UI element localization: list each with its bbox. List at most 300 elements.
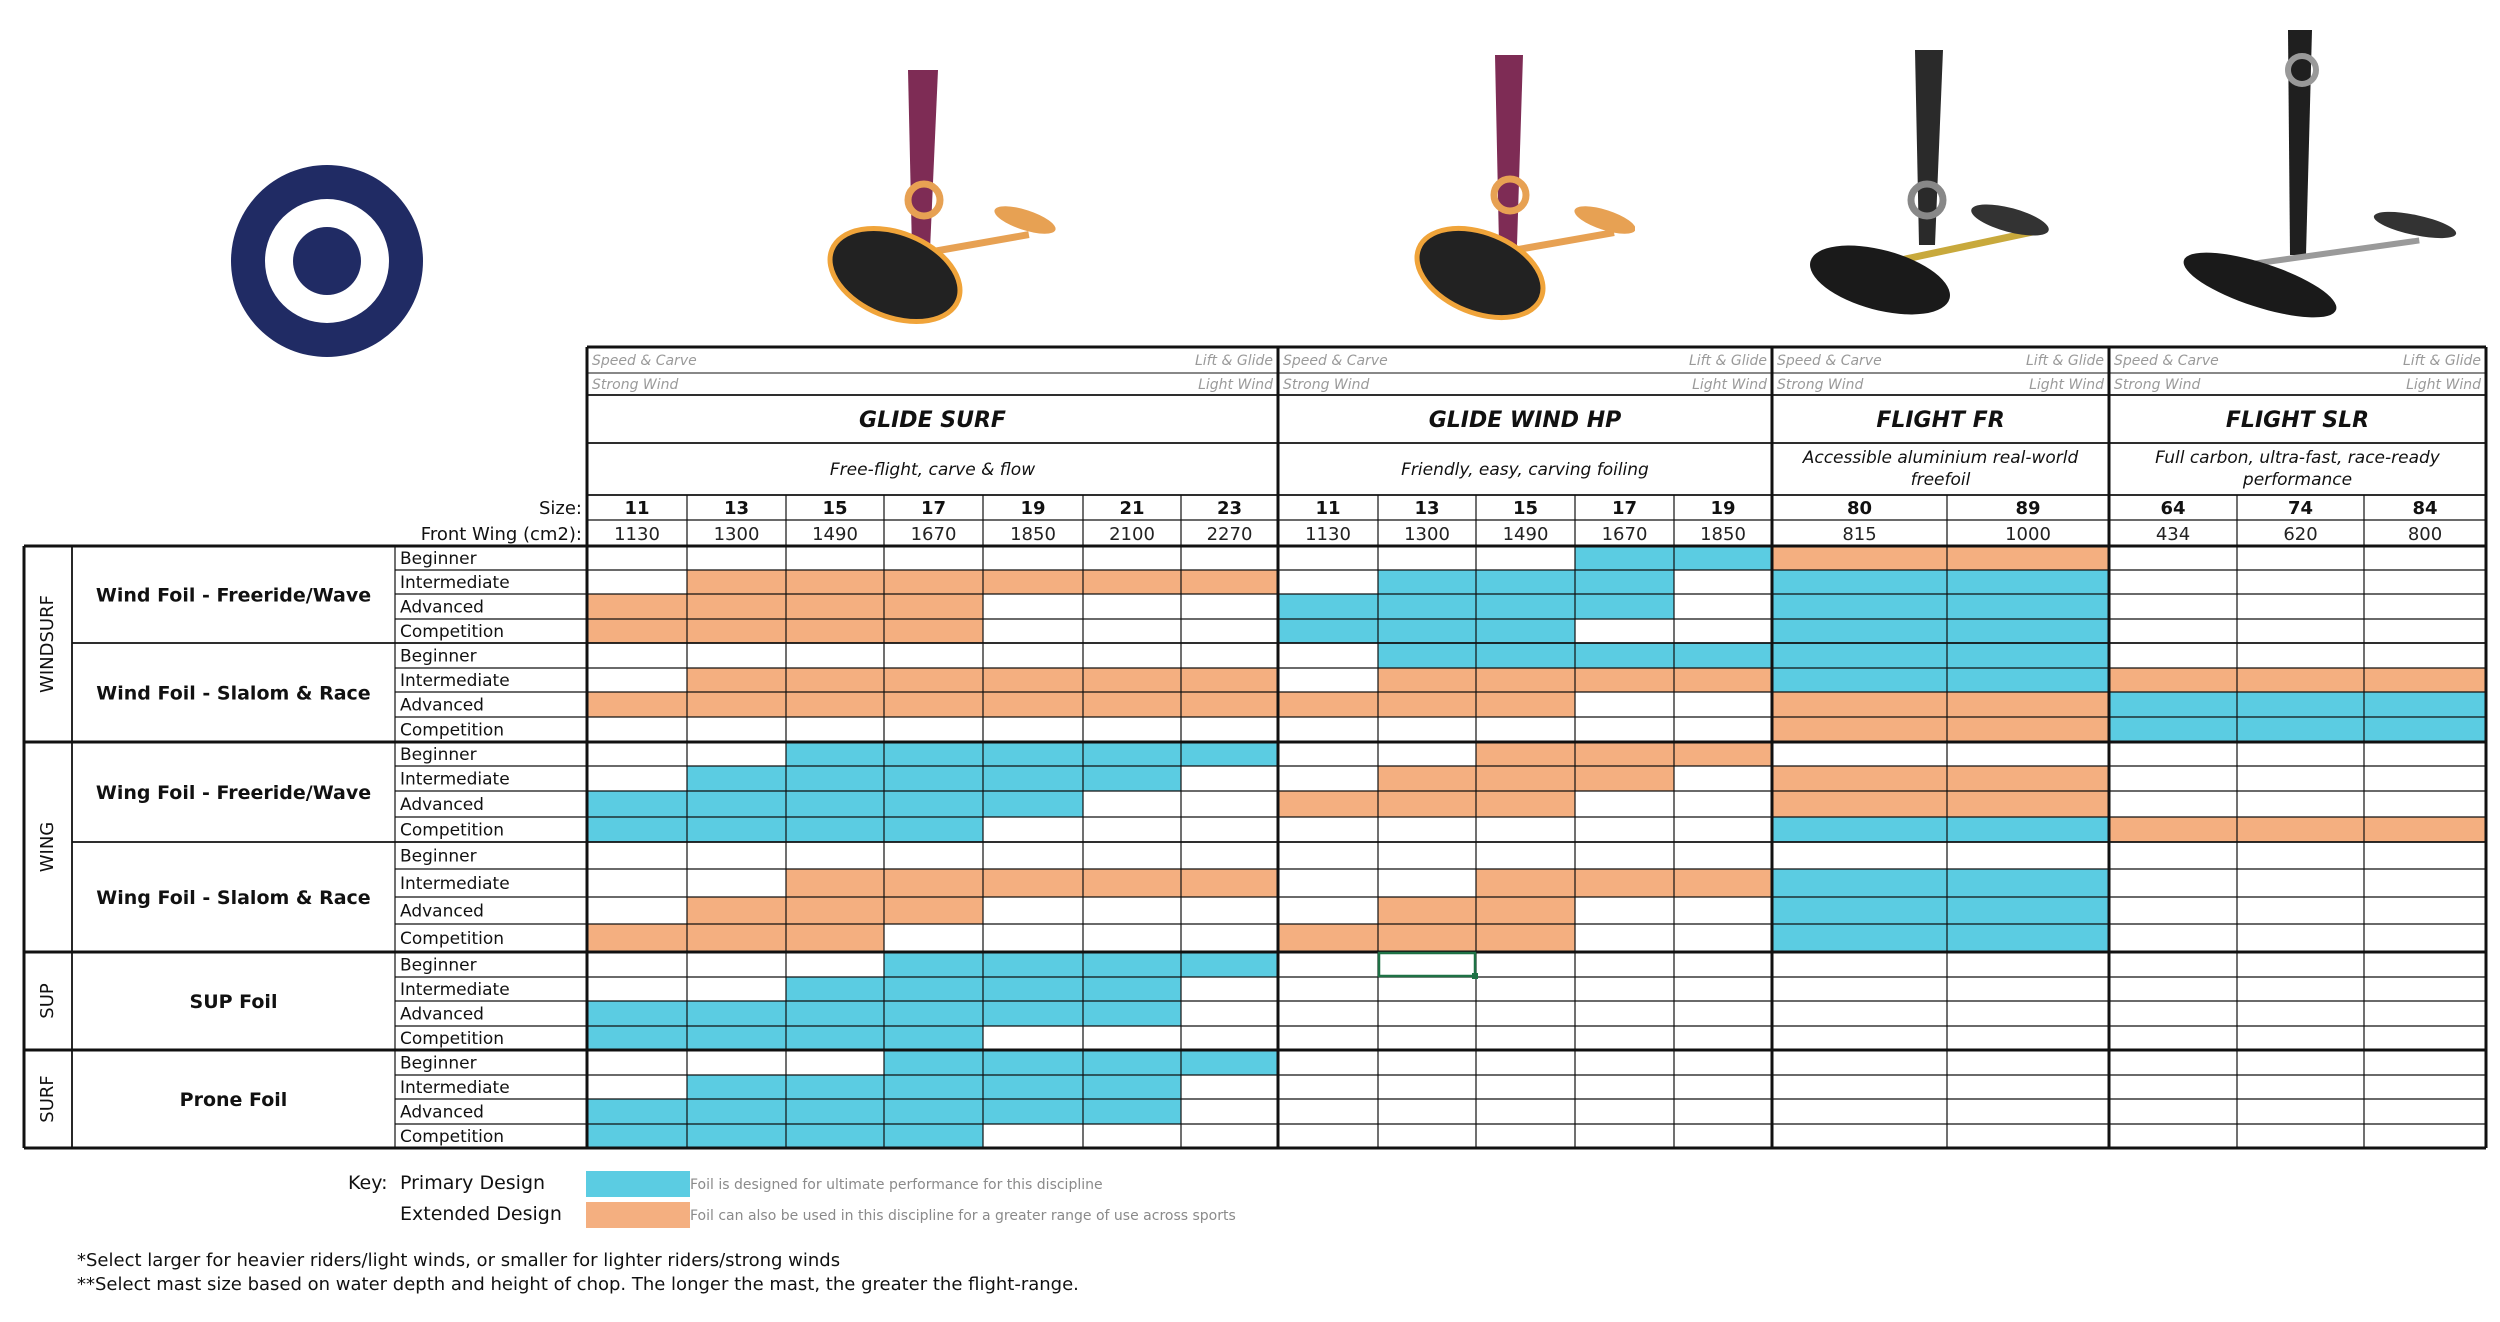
cell-wind-foil-slalom-race-beginner-glide-surf-13 (687, 643, 786, 668)
cell-prone-foil-intermediate-glide-wind-hp-13 (1378, 1075, 1476, 1099)
cell-prone-foil-competition-flight-slr-64 (2109, 1124, 2237, 1148)
cell-wing-foil-freeride-wave-beginner-flight-slr-64 (2109, 742, 2237, 766)
cell-sup-foil-beginner-glide-wind-hp-15 (1476, 952, 1575, 977)
cell-prone-foil-intermediate-glide-surf-11 (587, 1075, 687, 1099)
cell-prone-foil-intermediate-glide-surf-13 (687, 1075, 786, 1099)
level-label-beginner: Beginner (400, 955, 477, 976)
level-label-advanced: Advanced (400, 597, 484, 618)
level-label-intermediate: Intermediate (400, 874, 510, 894)
cell-wing-foil-freeride-wave-advanced-glide-wind-hp-19 (1674, 791, 1772, 817)
cell-wind-foil-slalom-race-intermediate-glide-surf-13 (687, 668, 786, 692)
glide-surf-front-wing-2270: 2270 (1206, 524, 1253, 545)
cell-wind-foil-freeride-wave-advanced-glide-surf-21 (1083, 594, 1181, 619)
cell-wing-foil-slalom-race-competition-glide-wind-hp-19 (1674, 924, 1772, 952)
cell-wing-foil-freeride-wave-advanced-glide-surf-13 (687, 791, 786, 817)
cell-wing-foil-slalom-race-competition-glide-wind-hp-17 (1575, 924, 1674, 952)
cell-wind-foil-freeride-wave-competition-glide-wind-hp-19 (1674, 619, 1772, 643)
glide-surf-front-wing-2100: 2100 (1109, 524, 1155, 545)
cell-prone-foil-advanced-glide-wind-hp-15 (1476, 1099, 1575, 1124)
cell-wind-foil-freeride-wave-intermediate-glide-surf-11 (587, 570, 687, 594)
cell-wind-foil-freeride-wave-competition-glide-wind-hp-15 (1476, 619, 1575, 643)
cell-wind-foil-slalom-race-intermediate-glide-surf-21 (1083, 668, 1181, 692)
cell-wing-foil-freeride-wave-advanced-glide-wind-hp-17 (1575, 791, 1674, 817)
discipline-label-wing-foil-slalom-race: Wing Foil - Slalom & Race (96, 887, 371, 909)
discipline-label-prone-foil: Prone Foil (179, 1089, 288, 1111)
cell-wing-foil-slalom-race-intermediate-glide-surf-11 (587, 869, 687, 897)
cell-prone-foil-intermediate-glide-surf-19 (983, 1075, 1083, 1099)
cell-wing-foil-slalom-race-beginner-glide-surf-15 (786, 842, 884, 869)
cell-sup-foil-competition-flight-slr-74 (2237, 1026, 2364, 1050)
cell-prone-foil-advanced-flight-slr-64 (2109, 1099, 2237, 1124)
cell-wing-foil-freeride-wave-intermediate-glide-surf-15 (786, 766, 884, 791)
cell-wind-foil-slalom-race-advanced-glide-surf-17 (884, 692, 983, 717)
cell-wind-foil-slalom-race-competition-glide-wind-hp-15 (1476, 717, 1575, 742)
glide-wind-hp-size-17: 17 (1611, 498, 1638, 519)
cell-wing-foil-freeride-wave-intermediate-glide-wind-hp-11 (1278, 766, 1378, 791)
flight-slr-size-84: 84 (2412, 498, 2438, 519)
cell-wing-foil-freeride-wave-advanced-flight-fr-89 (1947, 791, 2109, 817)
cell-wing-foil-freeride-wave-competition-glide-surf-15 (786, 817, 884, 842)
cell-wind-foil-slalom-race-beginner-glide-surf-23 (1181, 643, 1278, 668)
glide-surf-front-wing-1300: 1300 (713, 524, 760, 545)
cell-wind-foil-freeride-wave-competition-flight-fr-80 (1772, 619, 1947, 643)
cell-wind-foil-slalom-race-advanced-glide-wind-hp-15 (1476, 692, 1575, 717)
level-label-advanced: Advanced (400, 695, 484, 716)
cell-sup-foil-competition-glide-surf-23 (1181, 1026, 1278, 1050)
cell-prone-foil-intermediate-glide-surf-17 (884, 1075, 983, 1099)
cell-sup-foil-competition-glide-surf-15 (786, 1026, 884, 1050)
cell-wind-foil-slalom-race-competition-glide-wind-hp-17 (1575, 717, 1674, 742)
cell-prone-foil-competition-glide-surf-13 (687, 1124, 786, 1148)
cell-wing-foil-freeride-wave-intermediate-flight-slr-64 (2109, 766, 2237, 791)
cell-prone-foil-advanced-glide-wind-hp-17 (1575, 1099, 1674, 1124)
cell-wing-foil-freeride-wave-intermediate-glide-surf-13 (687, 766, 786, 791)
flight-fr-axis-right-bottom: Light Wind (2029, 377, 2104, 393)
cell-sup-foil-competition-glide-wind-hp-15 (1476, 1026, 1575, 1050)
cell-prone-foil-beginner-glide-surf-21 (1083, 1050, 1181, 1075)
glide-wind-hp-name: GLIDE WIND HP (1428, 408, 1622, 433)
cell-wing-foil-slalom-race-competition-flight-slr-64 (2109, 924, 2237, 952)
cell-wind-foil-slalom-race-beginner-glide-surf-17 (884, 643, 983, 668)
cell-wind-foil-slalom-race-advanced-glide-surf-19 (983, 692, 1083, 717)
cell-sup-foil-intermediate-glide-wind-hp-17 (1575, 977, 1674, 1001)
cell-sup-foil-intermediate-flight-slr-64 (2109, 977, 2237, 1001)
cell-wing-foil-freeride-wave-beginner-glide-wind-hp-17 (1575, 742, 1674, 766)
cell-wind-foil-freeride-wave-intermediate-glide-surf-17 (884, 570, 983, 594)
cell-prone-foil-advanced-glide-surf-19 (983, 1099, 1083, 1124)
cell-wind-foil-freeride-wave-advanced-glide-wind-hp-15 (1476, 594, 1575, 619)
cell-prone-foil-intermediate-flight-fr-80 (1772, 1075, 1947, 1099)
cell-wind-foil-slalom-race-beginner-flight-slr-84 (2364, 643, 2486, 668)
cell-sup-foil-competition-flight-slr-64 (2109, 1026, 2237, 1050)
flight-slr-size-64: 64 (2160, 498, 2186, 519)
cell-wing-foil-freeride-wave-intermediate-glide-surf-19 (983, 766, 1083, 791)
level-label-advanced: Advanced (400, 1004, 484, 1025)
cell-wind-foil-slalom-race-advanced-glide-wind-hp-17 (1575, 692, 1674, 717)
primary-design-note: Foil is designed for ultimate performance for this discipline (690, 1177, 1103, 1193)
cell-sup-foil-beginner-glide-wind-hp-13 (1378, 952, 1476, 977)
cell-prone-foil-intermediate-glide-wind-hp-19 (1674, 1075, 1772, 1099)
cell-wind-foil-slalom-race-competition-glide-surf-15 (786, 717, 884, 742)
extended-design-label: Extended Design (400, 1203, 562, 1225)
level-label-intermediate: Intermediate (400, 769, 510, 790)
cell-wind-foil-slalom-race-intermediate-glide-wind-hp-15 (1476, 668, 1575, 692)
cell-sup-foil-competition-glide-wind-hp-17 (1575, 1026, 1674, 1050)
cell-wind-foil-slalom-race-competition-glide-surf-11 (587, 717, 687, 742)
cell-wind-foil-slalom-race-intermediate-glide-wind-hp-11 (1278, 668, 1378, 692)
glide-surf-name: GLIDE SURF (859, 408, 1006, 433)
cell-wing-foil-slalom-race-advanced-glide-surf-15 (786, 897, 884, 924)
cell-wing-foil-slalom-race-beginner-glide-wind-hp-15 (1476, 842, 1575, 869)
cell-wing-foil-freeride-wave-competition-flight-fr-89 (1947, 817, 2109, 842)
cell-wind-foil-freeride-wave-competition-glide-surf-21 (1083, 619, 1181, 643)
cell-prone-foil-advanced-flight-fr-89 (1947, 1099, 2109, 1124)
cell-wing-foil-slalom-race-intermediate-glide-wind-hp-19 (1674, 869, 1772, 897)
cell-wing-foil-slalom-race-beginner-glide-wind-hp-13 (1378, 842, 1476, 869)
cell-wind-foil-freeride-wave-beginner-glide-surf-13 (687, 546, 786, 570)
cell-wind-foil-freeride-wave-competition-glide-surf-17 (884, 619, 983, 643)
cell-wing-foil-slalom-race-intermediate-glide-surf-13 (687, 869, 786, 897)
cell-sup-foil-intermediate-glide-wind-hp-13 (1378, 977, 1476, 1001)
cell-sup-foil-competition-flight-fr-80 (1772, 1026, 1947, 1050)
cell-wing-foil-freeride-wave-beginner-glide-surf-23 (1181, 742, 1278, 766)
cell-wind-foil-freeride-wave-advanced-glide-surf-11 (587, 594, 687, 619)
cell-sup-foil-competition-glide-surf-13 (687, 1026, 786, 1050)
cell-wind-foil-slalom-race-advanced-glide-wind-hp-19 (1674, 692, 1772, 717)
cell-wind-foil-freeride-wave-beginner-flight-fr-80 (1772, 546, 1947, 570)
flight-fr-size-89: 89 (2015, 498, 2041, 519)
cell-wing-foil-slalom-race-advanced-glide-surf-19 (983, 897, 1083, 924)
cell-sup-foil-advanced-glide-wind-hp-11 (1278, 1001, 1378, 1026)
cell-wing-foil-slalom-race-intermediate-flight-slr-84 (2364, 869, 2486, 897)
cell-wind-foil-freeride-wave-intermediate-flight-fr-80 (1772, 570, 1947, 594)
cell-wind-foil-freeride-wave-beginner-glide-surf-17 (884, 546, 983, 570)
cell-wing-foil-slalom-race-advanced-glide-wind-hp-17 (1575, 897, 1674, 924)
cell-prone-foil-advanced-glide-surf-11 (587, 1099, 687, 1124)
cell-sup-foil-intermediate-glide-surf-21 (1083, 977, 1181, 1001)
cell-wind-foil-slalom-race-competition-glide-surf-13 (687, 717, 786, 742)
cell-wind-foil-slalom-race-beginner-flight-fr-80 (1772, 643, 1947, 668)
cell-prone-foil-intermediate-flight-fr-89 (1947, 1075, 2109, 1099)
cell-wind-foil-freeride-wave-advanced-glide-surf-17 (884, 594, 983, 619)
cell-wind-foil-freeride-wave-intermediate-flight-slr-64 (2109, 570, 2237, 594)
cell-wind-foil-freeride-wave-competition-glide-wind-hp-13 (1378, 619, 1476, 643)
cell-wind-foil-slalom-race-intermediate-glide-surf-17 (884, 668, 983, 692)
cell-prone-foil-intermediate-flight-slr-84 (2364, 1075, 2486, 1099)
cell-wing-foil-slalom-race-advanced-glide-surf-17 (884, 897, 983, 924)
cell-wing-foil-slalom-race-competition-glide-surf-15 (786, 924, 884, 952)
cell-wind-foil-slalom-race-advanced-flight-fr-80 (1772, 692, 1947, 717)
cell-wind-foil-slalom-race-advanced-glide-wind-hp-11 (1278, 692, 1378, 717)
level-label-intermediate: Intermediate (400, 573, 510, 593)
cell-wind-foil-freeride-wave-intermediate-glide-wind-hp-19 (1674, 570, 1772, 594)
cell-wind-foil-freeride-wave-intermediate-glide-surf-23 (1181, 570, 1278, 594)
cell-wind-foil-freeride-wave-competition-glide-surf-19 (983, 619, 1083, 643)
cell-prone-foil-competition-glide-wind-hp-19 (1674, 1124, 1772, 1148)
cell-wing-foil-slalom-race-beginner-glide-surf-11 (587, 842, 687, 869)
cell-wing-foil-freeride-wave-intermediate-glide-wind-hp-17 (1575, 766, 1674, 791)
cell-wing-foil-freeride-wave-competition-glide-wind-hp-11 (1278, 817, 1378, 842)
cell-wind-foil-freeride-wave-competition-glide-surf-13 (687, 619, 786, 643)
cell-wing-foil-slalom-race-intermediate-glide-surf-21 (1083, 869, 1181, 897)
cell-prone-foil-competition-glide-wind-hp-17 (1575, 1124, 1674, 1148)
cell-wing-foil-slalom-race-intermediate-glide-surf-15 (786, 869, 884, 897)
cell-prone-foil-intermediate-glide-surf-23 (1181, 1075, 1278, 1099)
cell-prone-foil-advanced-flight-slr-84 (2364, 1099, 2486, 1124)
flight-slr-axis-right-bottom: Light Wind (2406, 377, 2481, 393)
flight-fr-front-wing-1000: 1000 (2005, 524, 2051, 545)
cell-sup-foil-intermediate-glide-wind-hp-15 (1476, 977, 1575, 1001)
sport-label-surf: SURF (37, 1075, 58, 1123)
cell-wing-foil-slalom-race-intermediate-glide-wind-hp-17 (1575, 869, 1674, 897)
cell-sup-foil-advanced-glide-surf-23 (1181, 1001, 1278, 1026)
sport-label-sup: SUP (37, 983, 58, 1019)
glide-wind-hp-axis-left-top: Speed & Carve (1283, 353, 1388, 369)
cell-prone-foil-advanced-glide-wind-hp-13 (1378, 1099, 1476, 1124)
cell-wing-foil-freeride-wave-beginner-glide-surf-19 (983, 742, 1083, 766)
cell-wind-foil-freeride-wave-beginner-flight-slr-64 (2109, 546, 2237, 570)
cell-prone-foil-beginner-flight-slr-74 (2237, 1050, 2364, 1075)
cell-wing-foil-freeride-wave-competition-glide-wind-hp-15 (1476, 817, 1575, 842)
cell-prone-foil-competition-glide-wind-hp-11 (1278, 1124, 1378, 1148)
cell-wind-foil-slalom-race-advanced-flight-slr-64 (2109, 692, 2237, 717)
selected-cell-handle (1472, 973, 1478, 979)
cell-wind-foil-slalom-race-competition-flight-fr-89 (1947, 717, 2109, 742)
cell-prone-foil-competition-glide-surf-21 (1083, 1124, 1181, 1148)
cell-wind-foil-freeride-wave-advanced-glide-surf-19 (983, 594, 1083, 619)
glide-wind-hp-front-wing-1670: 1670 (1601, 524, 1648, 545)
cell-prone-foil-beginner-glide-surf-23 (1181, 1050, 1278, 1075)
cell-wing-foil-slalom-race-advanced-flight-slr-74 (2237, 897, 2364, 924)
cell-wing-foil-freeride-wave-intermediate-glide-surf-17 (884, 766, 983, 791)
cell-wing-foil-slalom-race-beginner-flight-fr-80 (1772, 842, 1947, 869)
cell-sup-foil-beginner-glide-surf-19 (983, 952, 1083, 977)
cell-wind-foil-slalom-race-intermediate-glide-wind-hp-19 (1674, 668, 1772, 692)
cell-wind-foil-freeride-wave-beginner-glide-surf-11 (587, 546, 687, 570)
cell-prone-foil-beginner-glide-surf-17 (884, 1050, 983, 1075)
cell-wind-foil-freeride-wave-beginner-flight-fr-89 (1947, 546, 2109, 570)
glide-wind-hp-size-13: 13 (1414, 498, 1440, 519)
cell-wing-foil-freeride-wave-intermediate-glide-wind-hp-15 (1476, 766, 1575, 791)
cell-wing-foil-slalom-race-intermediate-glide-wind-hp-11 (1278, 869, 1378, 897)
cell-wing-foil-freeride-wave-intermediate-glide-surf-11 (587, 766, 687, 791)
cell-wind-foil-slalom-race-intermediate-glide-surf-15 (786, 668, 884, 692)
cell-wind-foil-slalom-race-competition-glide-surf-21 (1083, 717, 1181, 742)
cell-wing-foil-freeride-wave-intermediate-glide-wind-hp-19 (1674, 766, 1772, 791)
cell-wing-foil-freeride-wave-beginner-flight-slr-74 (2237, 742, 2364, 766)
cell-prone-foil-advanced-glide-wind-hp-19 (1674, 1099, 1772, 1124)
cell-sup-foil-competition-glide-surf-21 (1083, 1026, 1181, 1050)
glide-surf-axis-left-top: Speed & Carve (592, 353, 697, 369)
cell-wind-foil-slalom-race-beginner-glide-wind-hp-19 (1674, 643, 1772, 668)
cell-prone-foil-beginner-glide-surf-15 (786, 1050, 884, 1075)
cell-wind-foil-freeride-wave-beginner-glide-surf-23 (1181, 546, 1278, 570)
glide-surf-front-wing-1850: 1850 (1010, 524, 1056, 545)
cell-sup-foil-competition-glide-surf-11 (587, 1026, 687, 1050)
cell-prone-foil-advanced-glide-wind-hp-11 (1278, 1099, 1378, 1124)
cell-wind-foil-slalom-race-competition-glide-surf-19 (983, 717, 1083, 742)
cell-wind-foil-freeride-wave-beginner-glide-wind-hp-17 (1575, 546, 1674, 570)
primary-design-label: Primary Design (400, 1172, 546, 1194)
cell-wing-foil-freeride-wave-advanced-flight-slr-84 (2364, 791, 2486, 817)
cell-wing-foil-freeride-wave-beginner-glide-wind-hp-19 (1674, 742, 1772, 766)
discipline-label-sup-foil: SUP Foil (189, 991, 278, 1013)
flight-slr-tagline: Full carbon, ultra-fast, race-ready (2155, 448, 2440, 468)
level-label-intermediate: Intermediate (400, 671, 510, 691)
cell-wing-foil-slalom-race-advanced-glide-wind-hp-13 (1378, 897, 1476, 924)
cell-wing-foil-freeride-wave-advanced-flight-slr-64 (2109, 791, 2237, 817)
cell-wing-foil-freeride-wave-competition-glide-surf-17 (884, 817, 983, 842)
cell-sup-foil-advanced-glide-surf-15 (786, 1001, 884, 1026)
cell-sup-foil-beginner-flight-fr-80 (1772, 952, 1947, 977)
cell-wind-foil-slalom-race-competition-flight-slr-84 (2364, 717, 2486, 742)
level-label-beginner: Beginner (400, 549, 477, 569)
cell-wind-foil-slalom-race-intermediate-flight-slr-64 (2109, 668, 2237, 692)
cell-sup-foil-intermediate-glide-surf-19 (983, 977, 1083, 1001)
cell-sup-foil-competition-glide-wind-hp-19 (1674, 1026, 1772, 1050)
cell-wing-foil-freeride-wave-beginner-flight-fr-80 (1772, 742, 1947, 766)
cell-wing-foil-slalom-race-beginner-glide-surf-13 (687, 842, 786, 869)
cell-prone-foil-competition-flight-fr-89 (1947, 1124, 2109, 1148)
cell-wind-foil-slalom-race-intermediate-glide-wind-hp-13 (1378, 668, 1476, 692)
cell-wind-foil-freeride-wave-competition-flight-fr-89 (1947, 619, 2109, 643)
cell-sup-foil-advanced-flight-fr-89 (1947, 1001, 2109, 1026)
cell-wind-foil-slalom-race-intermediate-flight-slr-74 (2237, 668, 2364, 692)
level-label-beginner: Beginner (400, 1053, 477, 1074)
size-row-label: Size: (538, 498, 582, 519)
glide-wind-hp-axis-right-bottom: Light Wind (1692, 377, 1767, 393)
cell-sup-foil-beginner-flight-fr-89 (1947, 952, 2109, 977)
cell-wind-foil-slalom-race-beginner-glide-wind-hp-15 (1476, 643, 1575, 668)
cell-wind-foil-freeride-wave-competition-glide-surf-23 (1181, 619, 1278, 643)
cell-wind-foil-freeride-wave-intermediate-glide-surf-21 (1083, 570, 1181, 594)
glide-surf-axis-right-top: Lift & Glide (1194, 353, 1273, 369)
cell-wind-foil-slalom-race-advanced-glide-surf-23 (1181, 692, 1278, 717)
cell-wing-foil-freeride-wave-beginner-flight-fr-89 (1947, 742, 2109, 766)
cell-sup-foil-beginner-glide-wind-hp-19 (1674, 952, 1772, 977)
cell-wind-foil-slalom-race-competition-flight-slr-74 (2237, 717, 2364, 742)
glide-surf-size-13: 13 (723, 498, 750, 519)
cell-prone-foil-competition-glide-wind-hp-13 (1378, 1124, 1476, 1148)
cell-prone-foil-intermediate-glide-wind-hp-17 (1575, 1075, 1674, 1099)
cell-wing-foil-freeride-wave-advanced-glide-surf-17 (884, 791, 983, 817)
cell-sup-foil-beginner-flight-slr-64 (2109, 952, 2237, 977)
cell-wind-foil-slalom-race-beginner-glide-surf-19 (983, 643, 1083, 668)
cell-wing-foil-slalom-race-advanced-glide-surf-23 (1181, 897, 1278, 924)
cell-prone-foil-beginner-glide-surf-11 (587, 1050, 687, 1075)
cell-sup-foil-intermediate-flight-fr-80 (1772, 977, 1947, 1001)
cell-prone-foil-beginner-flight-fr-89 (1947, 1050, 2109, 1075)
cell-wind-foil-freeride-wave-intermediate-glide-surf-13 (687, 570, 786, 594)
cell-sup-foil-competition-glide-surf-19 (983, 1026, 1083, 1050)
glide-surf-size-17: 17 (920, 498, 947, 519)
cell-wing-foil-freeride-wave-intermediate-flight-slr-84 (2364, 766, 2486, 791)
cell-sup-foil-beginner-glide-surf-23 (1181, 952, 1278, 977)
cell-wing-foil-slalom-race-intermediate-glide-surf-17 (884, 869, 983, 897)
cell-wing-foil-slalom-race-beginner-glide-surf-21 (1083, 842, 1181, 869)
cell-wing-foil-slalom-race-beginner-glide-wind-hp-17 (1575, 842, 1674, 869)
cell-wing-foil-slalom-race-competition-glide-surf-17 (884, 924, 983, 952)
cell-wind-foil-freeride-wave-competition-flight-slr-74 (2237, 619, 2364, 643)
cell-wind-foil-slalom-race-beginner-glide-wind-hp-13 (1378, 643, 1476, 668)
cell-wind-foil-freeride-wave-beginner-glide-surf-15 (786, 546, 884, 570)
cell-wing-foil-freeride-wave-intermediate-glide-wind-hp-13 (1378, 766, 1476, 791)
cell-wind-foil-slalom-race-beginner-flight-fr-89 (1947, 643, 2109, 668)
cell-wing-foil-slalom-race-beginner-glide-surf-23 (1181, 842, 1278, 869)
cell-wind-foil-freeride-wave-advanced-flight-slr-64 (2109, 594, 2237, 619)
cell-wind-foil-freeride-wave-competition-glide-surf-15 (786, 619, 884, 643)
level-label-beginner: Beginner (400, 745, 477, 765)
cell-sup-foil-beginner-glide-surf-13 (687, 952, 786, 977)
level-label-advanced: Advanced (400, 901, 484, 922)
cell-wing-foil-freeride-wave-competition-flight-slr-64 (2109, 817, 2237, 842)
cell-wind-foil-slalom-race-competition-flight-fr-80 (1772, 717, 1947, 742)
cell-sup-foil-beginner-glide-surf-17 (884, 952, 983, 977)
cell-wind-foil-slalom-race-intermediate-glide-surf-23 (1181, 668, 1278, 692)
cell-wind-foil-freeride-wave-competition-flight-slr-84 (2364, 619, 2486, 643)
glide-wind-hp-front-wing-1490: 1490 (1502, 524, 1549, 545)
cell-prone-foil-competition-glide-surf-11 (587, 1124, 687, 1148)
cell-prone-foil-beginner-glide-wind-hp-19 (1674, 1050, 1772, 1075)
flight-fr-axis-left-top: Speed & Carve (1777, 353, 1882, 369)
cell-wind-foil-freeride-wave-beginner-glide-wind-hp-19 (1674, 546, 1772, 570)
glide-wind-hp-front-wing-1130: 1130 (1305, 524, 1351, 545)
cell-wing-foil-slalom-race-intermediate-flight-slr-64 (2109, 869, 2237, 897)
cell-sup-foil-intermediate-glide-surf-17 (884, 977, 983, 1001)
cell-wind-foil-freeride-wave-competition-glide-wind-hp-11 (1278, 619, 1378, 643)
cell-wing-foil-slalom-race-intermediate-flight-fr-80 (1772, 869, 1947, 897)
cell-prone-foil-advanced-glide-surf-17 (884, 1099, 983, 1124)
glide-surf-size-11: 11 (624, 498, 650, 519)
cell-sup-foil-advanced-glide-wind-hp-13 (1378, 1001, 1476, 1026)
cell-prone-foil-advanced-flight-slr-74 (2237, 1099, 2364, 1124)
level-label-advanced: Advanced (400, 1102, 484, 1123)
glide-wind-hp-axis-left-bottom: Strong Wind (1283, 377, 1370, 393)
cell-wing-foil-freeride-wave-competition-glide-surf-11 (587, 817, 687, 842)
cell-wind-foil-freeride-wave-advanced-glide-wind-hp-11 (1278, 594, 1378, 619)
discipline-label-wind-foil-slalom-race: Wind Foil - Slalom & Race (96, 682, 371, 705)
flight-slr-front-wing-434: 434 (2155, 524, 2191, 545)
cell-wing-foil-slalom-race-intermediate-glide-wind-hp-13 (1378, 869, 1476, 897)
flight-slr-size-74: 74 (2287, 498, 2314, 519)
cell-wind-foil-slalom-race-competition-glide-wind-hp-19 (1674, 717, 1772, 742)
level-label-competition: Competition (400, 1029, 505, 1049)
cell-sup-foil-advanced-glide-wind-hp-15 (1476, 1001, 1575, 1026)
sport-label-wing: WING (37, 821, 58, 873)
cell-wing-foil-slalom-race-advanced-glide-wind-hp-19 (1674, 897, 1772, 924)
cell-wing-foil-slalom-race-competition-flight-fr-89 (1947, 924, 2109, 952)
cell-wind-foil-slalom-race-competition-glide-wind-hp-13 (1378, 717, 1476, 742)
cell-wing-foil-slalom-race-competition-glide-wind-hp-15 (1476, 924, 1575, 952)
cell-wind-foil-freeride-wave-beginner-flight-slr-84 (2364, 546, 2486, 570)
cell-wing-foil-slalom-race-advanced-glide-wind-hp-11 (1278, 897, 1378, 924)
cell-wing-foil-slalom-race-intermediate-flight-fr-89 (1947, 869, 2109, 897)
cell-wind-foil-slalom-race-intermediate-glide-wind-hp-17 (1575, 668, 1674, 692)
cell-wing-foil-freeride-wave-intermediate-flight-slr-74 (2237, 766, 2364, 791)
cell-wing-foil-slalom-race-competition-flight-slr-84 (2364, 924, 2486, 952)
glide-surf-front-wing-1490: 1490 (812, 524, 858, 545)
cell-wind-foil-slalom-race-advanced-glide-wind-hp-13 (1378, 692, 1476, 717)
cell-wing-foil-freeride-wave-intermediate-flight-fr-89 (1947, 766, 2109, 791)
cell-wing-foil-freeride-wave-competition-glide-surf-13 (687, 817, 786, 842)
level-label-competition: Competition (400, 622, 505, 642)
cell-prone-foil-competition-glide-surf-17 (884, 1124, 983, 1148)
flight-fr-axis-right-top: Lift & Glide (2025, 353, 2104, 369)
cell-prone-foil-advanced-glide-surf-23 (1181, 1099, 1278, 1124)
cell-wing-foil-freeride-wave-advanced-flight-slr-74 (2237, 791, 2364, 817)
cell-prone-foil-competition-flight-slr-74 (2237, 1124, 2364, 1148)
cell-wing-foil-slalom-race-beginner-flight-fr-89 (1947, 842, 2109, 869)
